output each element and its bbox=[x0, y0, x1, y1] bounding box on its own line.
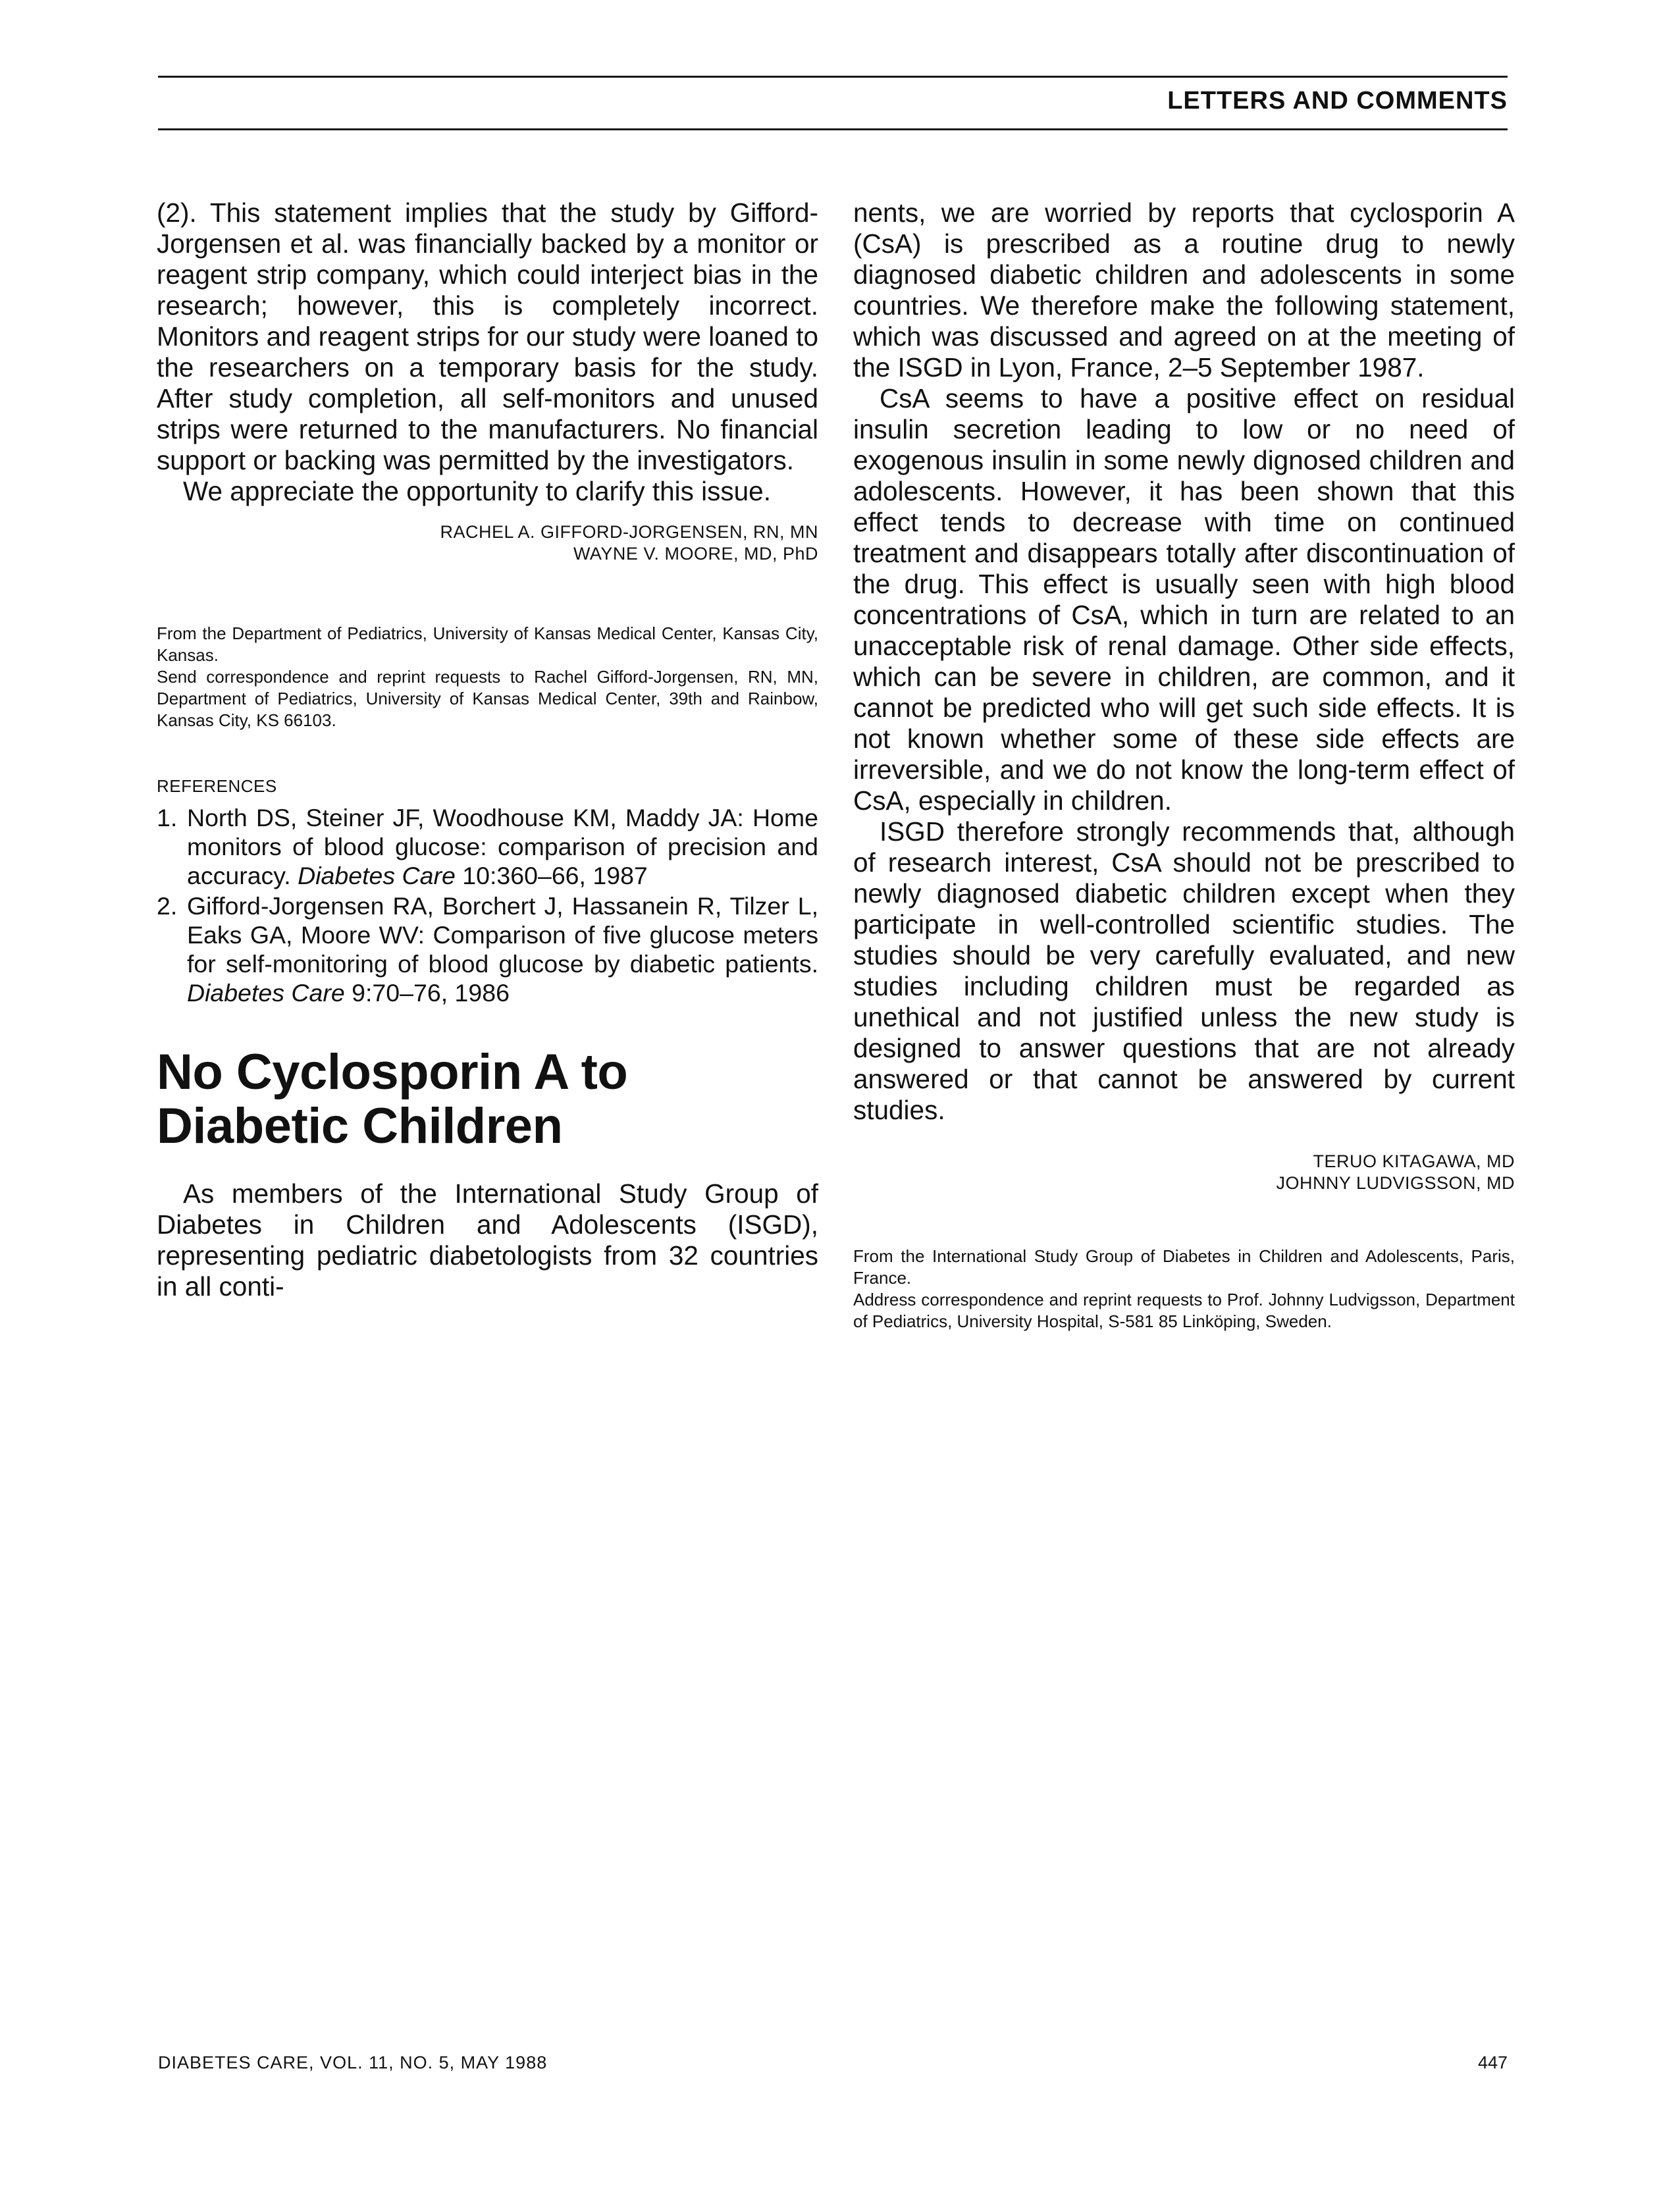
header-rule-bottom bbox=[158, 128, 1508, 130]
reference-text: Gifford-Jorgensen RA, Borchert J, Hassanein R, Tilzer L, Eaks GA, Moore WV: Comparison of five glucose meters for self-monitoring of blood glucose by diabetic patients. Diabetes Care 9:70–76, 1986 bbox=[187, 892, 818, 1007]
letter-signatures bbox=[157, 521, 818, 565]
article-intro-paragraph: As members of the International Study Group of Diabetes in Children and Adolescents (ISGD), representing pediatric diabetologists from 32 countries in all conti- bbox=[157, 1178, 818, 1302]
article-paragraph: ISGD therefore strongly recommends that, although of research interest, CsA should not be prescribed to newly diagnosed diabetic children except when they participate in well-controlled scientific studies. The studies should be very carefully evaluated, and new studies including children must be regarded as unethical and not justified unless the new study is designed to answer questions that are not already answered or that cannot be answered by current studies. bbox=[853, 816, 1515, 1125]
article-paragraph: nents, we are worried by reports that cyclosporin A (CsA) is prescribed as a routine drug to newly diagnosed diabetic children and adolescents in some countries. We therefore make the following statement, which was discussed and agreed on at the meeting of the ISGD in Lyon, France, 2–5 September 1987. bbox=[853, 198, 1515, 382]
signature-name: WAYNE V. MOORE, MD, PhD bbox=[573, 544, 818, 564]
correspondence-line: Address correspondence and reprint requests to Prof. Johnny Ludvigsson, Department of Pediatrics, University Hospital, S-581 85 Linköping, Sweden. bbox=[853, 1290, 1515, 1331]
reference-number: 2. bbox=[157, 892, 178, 920]
article-title: No Cyclosporin A to Diabetic Children bbox=[157, 1044, 628, 1154]
affiliation-line: From the Department of Pediatrics, University of Kansas Medical Center, Kansas City, Kansas. bbox=[157, 623, 818, 665]
letter-affiliation bbox=[157, 623, 818, 731]
references-heading: REFERENCES bbox=[157, 776, 277, 796]
reference-journal: Diabetes Care bbox=[187, 979, 345, 1007]
header-rule-top bbox=[158, 76, 1508, 78]
article-affiliation bbox=[853, 1246, 1515, 1332]
article-paragraph: CsA seems to have a positive effect on residual insulin secretion leading to low or no need of exogenous insulin in some newly dignosed children and adolescents. However, it has been shown that this effect tends to decrease with time on continued treatment and disappears totally after discontinuation of the drug. This effect is usually seen with high blood concentrations of CsA, which in turn are related to an unacceptable risk of renal damage. Other side effects, which can be severe in children, are common, and it cannot be predicted who will get such side effects. It is not known whether some of these side effects are irreversible, and we do not know the long-term effect of CsA, especially in children. bbox=[853, 383, 1515, 816]
reference-journal: Diabetes Care bbox=[298, 862, 456, 889]
signature-name: RACHEL A. GIFFORD-JORGENSEN, RN, MN bbox=[440, 522, 818, 542]
left-column bbox=[157, 198, 818, 1302]
affiliation-line: From the International Study Group of Diabetes in Children and Adolescents, Paris, France. bbox=[853, 1246, 1515, 1288]
reference-number: 1. bbox=[157, 804, 178, 831]
reference-item bbox=[157, 891, 818, 1007]
correspondence-line: Send correspondence and reprint requests to Rachel Gifford-Jorgensen, RN, MN, Department of Pediatrics, University of Kansas Medical Center, 39th and Rainbow, Kansas City, KS 66103. bbox=[157, 667, 818, 730]
right-column bbox=[853, 198, 1515, 1332]
signature-name: TERUO KITAGAWA, MD bbox=[1313, 1151, 1515, 1171]
reference-list bbox=[157, 803, 818, 1007]
letter-paragraph: (2). This statement implies that the study by Gifford-Jorgensen et al. was financially backed by a monitor or reagent strip company, which could interject bias in the research; however, this is completely incorrect. Monitors and reagent strips for our study were loaned to the researchers on a temporary basis for the study. After study completion, all self-monitors and unused strips were returned to the manufacturers. No financial support or backing was permitted by the investigators. bbox=[157, 198, 818, 475]
reference-text: North DS, Steiner JF, Woodhouse KM, Maddy JA: Home monitors of blood glucose: comparison of precision and accuracy. Diabetes Care 10:360–66, 1987 bbox=[187, 804, 818, 889]
footer-page-number: 447 bbox=[1477, 2053, 1508, 2072]
section-label: LETTERS AND COMMENTS bbox=[1167, 87, 1508, 115]
letter-paragraph: We appreciate the opportunity to clarify this issue. bbox=[183, 476, 771, 506]
article-signatures bbox=[853, 1151, 1515, 1194]
reference-item bbox=[157, 803, 818, 890]
signature-name: JOHNNY LUDVIGSSON, MD bbox=[1276, 1173, 1515, 1193]
footer-journal-issue: DIABETES CARE, VOL. 11, NO. 5, MAY 1988 bbox=[158, 2053, 548, 2072]
